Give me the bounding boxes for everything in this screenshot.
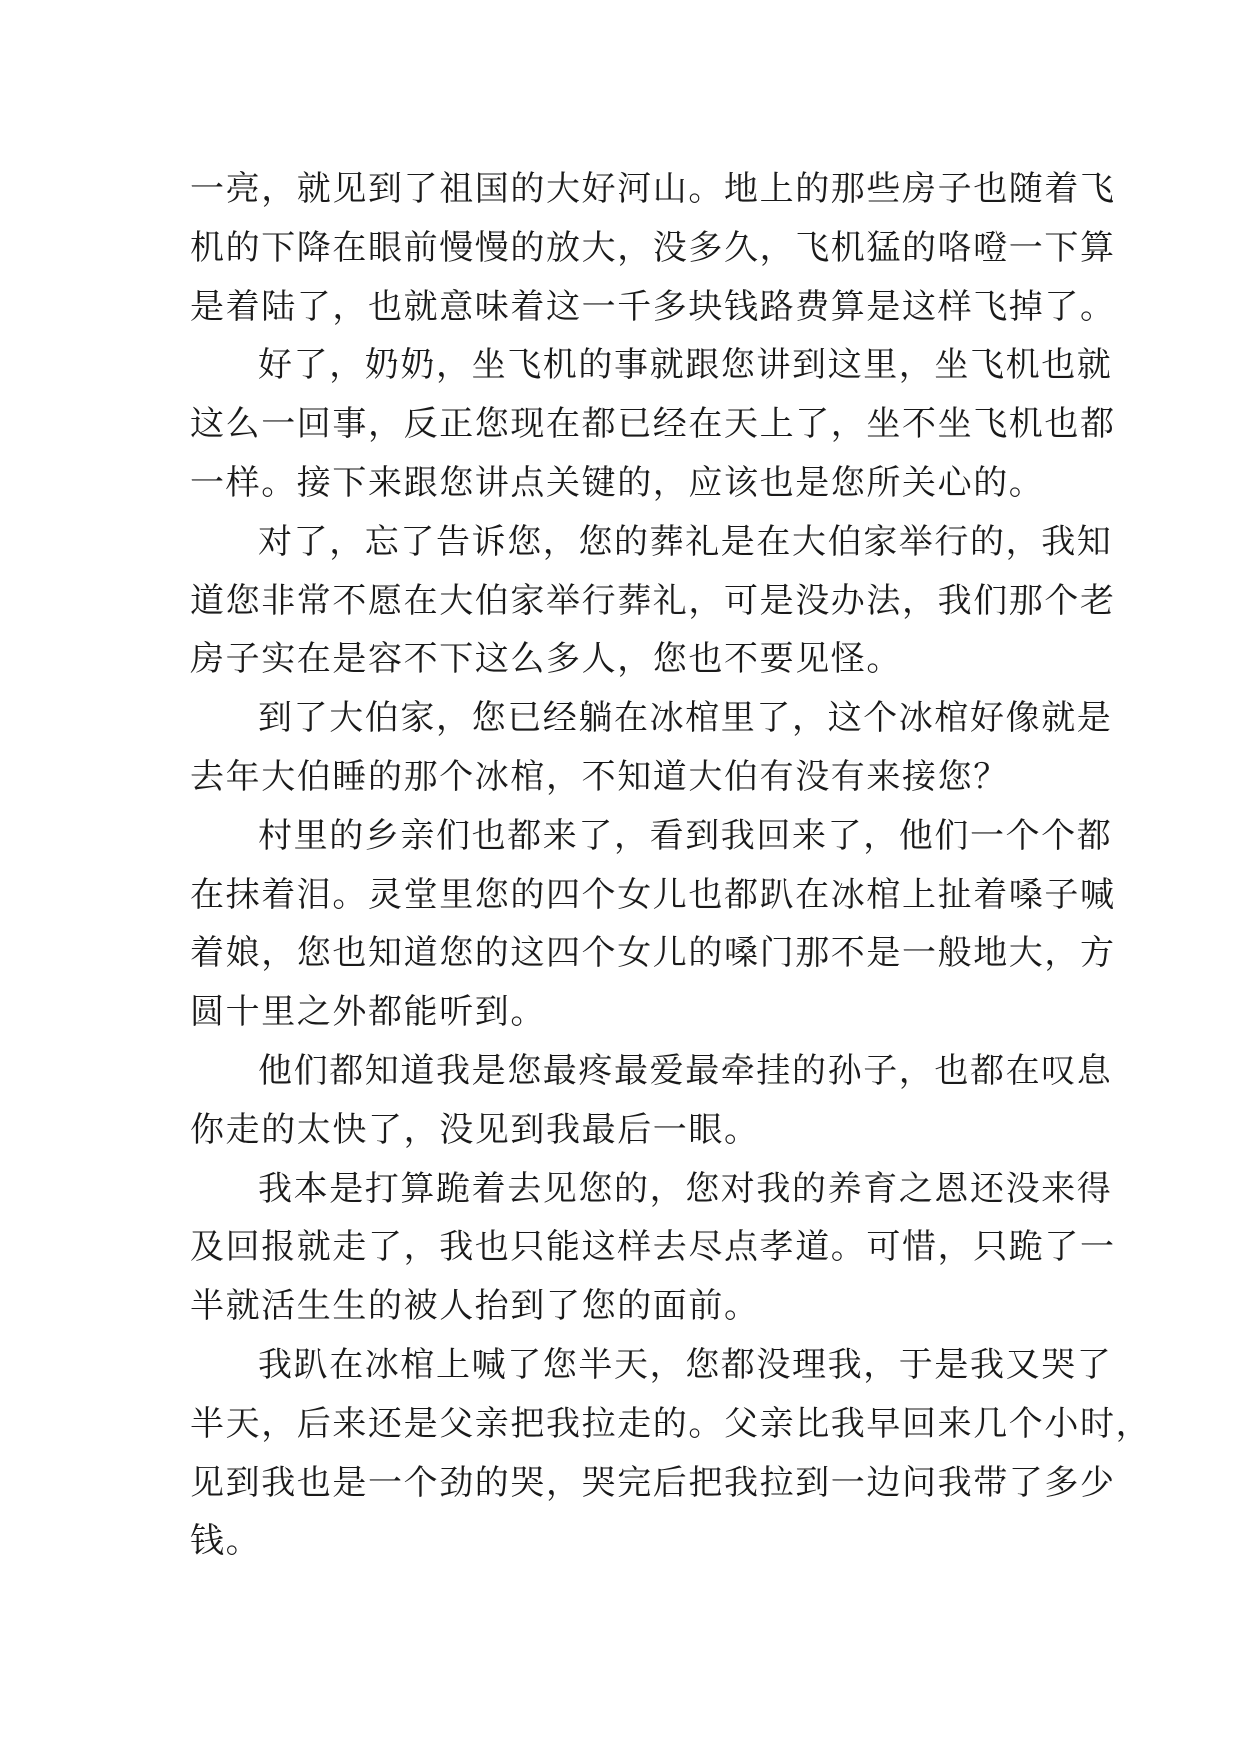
- text-line: 他们都知道我是您最疼最爱最牵挂的孙子，也都在叹息: [258, 1050, 1113, 1091]
- text-line: 钱。: [190, 1521, 262, 1562]
- text-line: 道您非常不愿在大伯家举行葬礼，可是没办法，我们那个老: [190, 580, 1116, 621]
- text-line: 这么一回事，反正您现在都已经在天上了，坐不坐飞机也都: [190, 404, 1116, 445]
- text-line: 圆十里之外都能听到。: [190, 992, 546, 1033]
- text-line: 对了，忘了告诉您，您的葬礼是在大伯家举行的，我知: [258, 521, 1113, 562]
- text-line: 房子实在是容不下这么多人，您也不要见怪。: [190, 639, 902, 680]
- text-line: 我本是打算跪着去见您的，您对我的养育之恩还没来得: [258, 1168, 1113, 1209]
- text-line: 一样。接下来跟您讲点关键的，应该也是您所关心的。: [190, 462, 1045, 503]
- text-line: 机的下降在眼前慢慢的放大，没多久，飞机猛的咯噔一下算: [190, 227, 1116, 268]
- text-line: 半就活生生的被人抬到了您的面前。: [190, 1286, 760, 1327]
- document-body: [190, 160, 1152, 1571]
- text-line: 着娘，您也知道您的这四个女儿的嗓门那不是一般地大，方: [190, 933, 1116, 974]
- text-line: 一亮，就见到了祖国的大好河山。地上的那些房子也随着飞: [190, 169, 1116, 209]
- text-line: 村里的乡亲们也都来了，看到我回来了，他们一个个都: [258, 815, 1113, 856]
- text-line: 是着陆了，也就意味着这一千多块钱路费算是这样飞掉了。: [190, 286, 1116, 327]
- text-line: 及回报就走了，我也只能这样去尽点孝道。可惜，只跪了一: [190, 1227, 1116, 1268]
- text-line: 半天，后来还是父亲把我拉走的。父亲比我早回来几个小时，: [190, 1403, 1152, 1444]
- text-line: 见到我也是一个劲的哭，哭完后把我拉到一边问我带了多少: [190, 1462, 1116, 1503]
- text-line: 去年大伯睡的那个冰棺，不知道大伯有没有来接您？: [190, 756, 1009, 797]
- text-line: 在抹着泪。灵堂里您的四个女儿也都趴在冰棺上扯着嗓子喊: [190, 874, 1116, 915]
- text-line: 到了大伯家，您已经躺在冰棺里了，这个冰棺好像就是: [258, 698, 1113, 739]
- text-line: 你走的太快了，没见到我最后一眼。: [190, 1109, 760, 1150]
- text-line: 好了，奶奶，坐飞机的事就跟您讲到这里，坐飞机也就: [258, 345, 1113, 386]
- text-line: 我趴在冰棺上喊了您半天，您都没理我，于是我又哭了: [258, 1344, 1113, 1385]
